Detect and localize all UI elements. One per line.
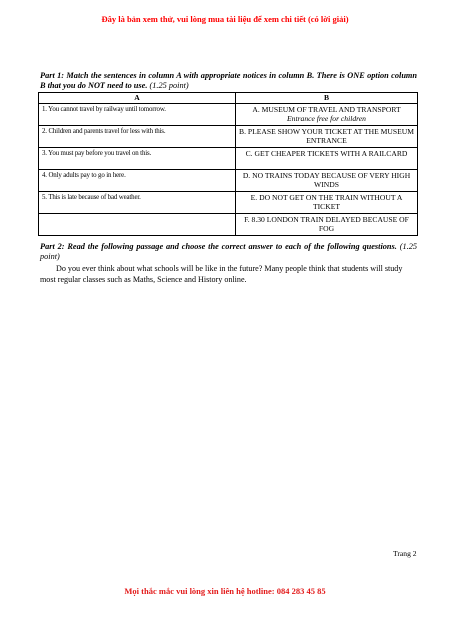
column-b-cell: D. NO TRAINS TODAY BECAUSE OF VERY HIGH WINDS: [236, 169, 418, 191]
column-a-header: A: [39, 93, 236, 104]
column-b-cell: B. PLEASE SHOW YOUR TICKET AT THE MUSEUM ENTRANCE: [236, 125, 418, 147]
table-row: [39, 213, 418, 235]
header-banner: Đây là bản xem thử, vui lòng mua tài liệu để xem chi tiết (có lời giải): [101, 14, 349, 24]
column-a-cell: 3. You must pay before you travel on this.: [39, 147, 236, 169]
column-b-cell: [236, 103, 418, 125]
part1-instruction-text: Part 1: Match the sentences in column A with appropriate notices in column B. There is ONE option column B that you do NOT need to use.: [40, 71, 417, 90]
reading-passage: [40, 264, 420, 285]
column-a-cell: 1. You cannot travel by railway until tomorrow.: [39, 103, 236, 125]
page-number: Trang 2: [393, 549, 417, 558]
table-row: [39, 147, 418, 169]
table-row: [39, 103, 418, 125]
column-a-cell: [39, 213, 236, 235]
column-b-cell: F. 8.30 LONDON TRAIN DELAYED BECAUSE OF FOG: [236, 213, 418, 235]
column-a-cell: 4. Only adults pay to go in here.: [39, 169, 236, 191]
table-row: [39, 169, 418, 191]
table-header-row: [39, 93, 418, 104]
part2-points: (1.25 point): [40, 242, 417, 261]
table-row: [39, 125, 418, 147]
footer-banner: Mọi thắc mắc vui lòng xin liên hệ hotline: 084 283 45 85: [124, 586, 326, 596]
part1-instruction: [40, 71, 417, 91]
passage-text: Do you ever think about what schools will be like in the future? Many people think that students will study most regular classes such as Maths, Science and History online.: [40, 264, 403, 284]
notice-text: A. MUSEUM OF TRAVEL AND TRANSPORT: [252, 104, 401, 114]
column-b-header: B: [236, 93, 418, 104]
column-a-cell: 2. Children and parents travel for less with this.: [39, 125, 236, 147]
column-b-cell: C. GET CHEAPER TICKETS WITH A RAILCARD: [236, 147, 418, 169]
notice-subtext: Entrance free for children: [287, 114, 366, 123]
part2-instruction: [40, 242, 417, 262]
part1-points: (1.25 point): [149, 81, 189, 90]
part2-instruction-text: Part 2: Read the following passage and choose the correct answer to each of the following questions.: [40, 242, 397, 251]
table-row: [39, 191, 418, 213]
column-a-cell: 5. This is late because of bad weather.: [39, 191, 236, 213]
matching-table: [38, 92, 418, 236]
column-b-cell: E. DO NOT GET ON THE TRAIN WITHOUT A TICKET: [236, 191, 418, 213]
